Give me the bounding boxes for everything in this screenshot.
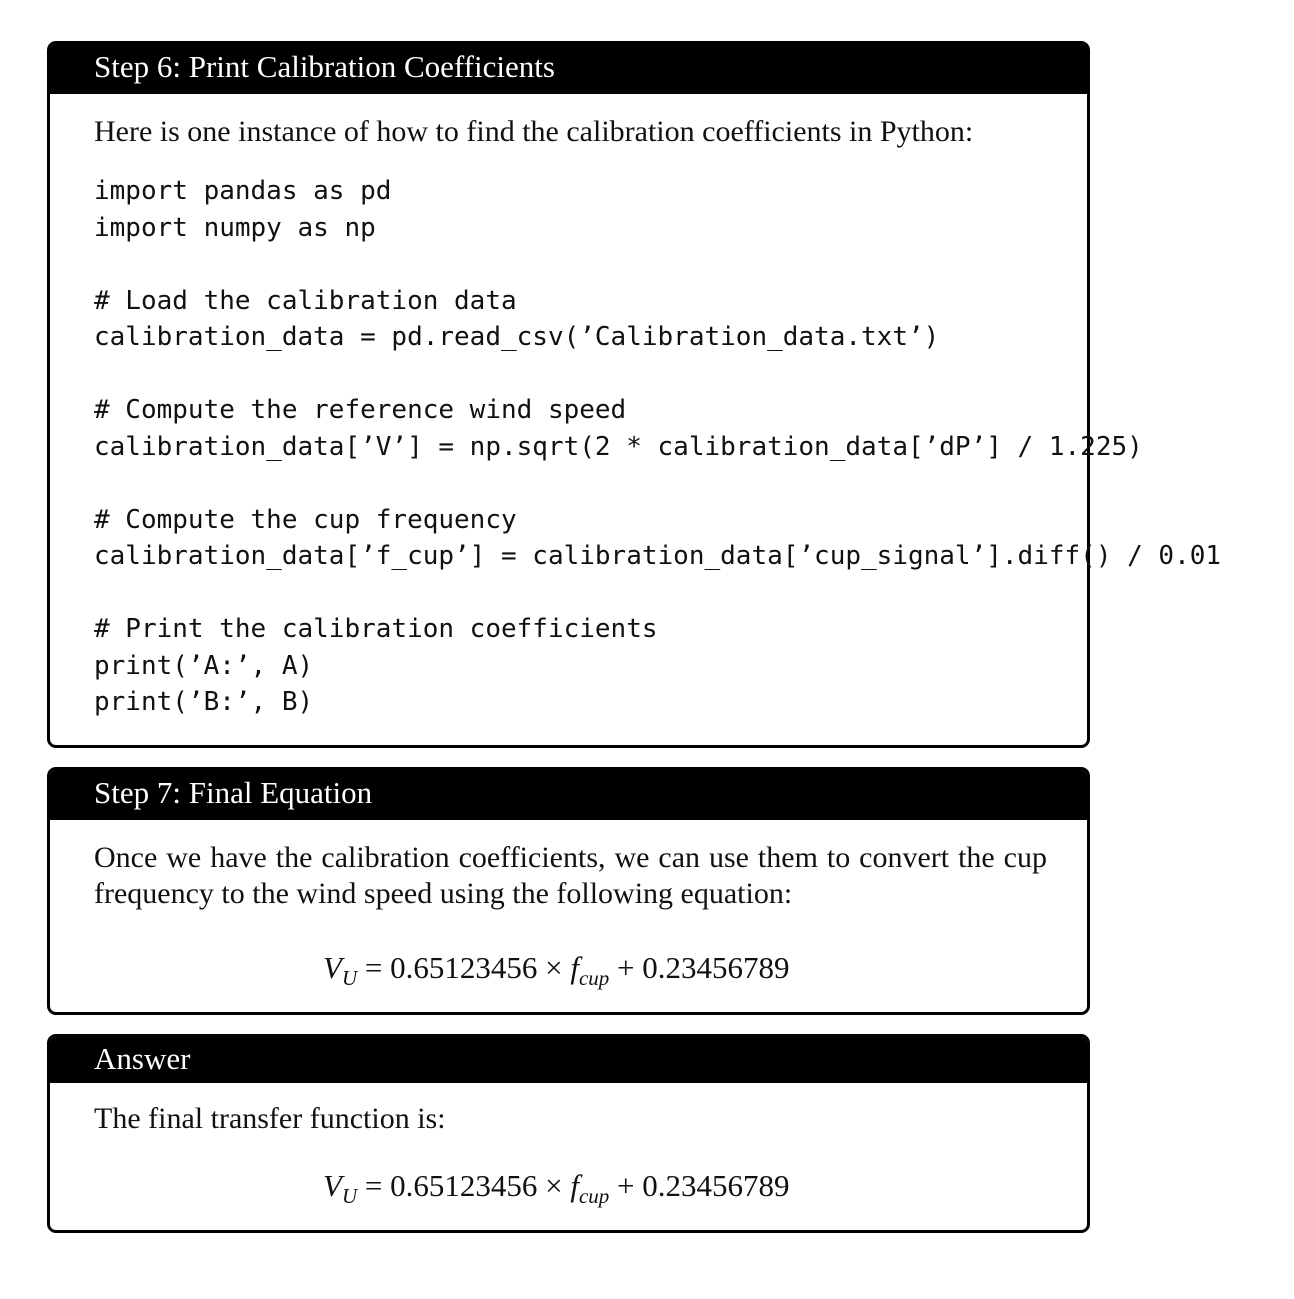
code-line: import pandas as pd bbox=[94, 176, 392, 206]
code-line: # Compute the reference wind speed bbox=[94, 395, 627, 425]
eq-var-sub: cup bbox=[578, 1184, 610, 1208]
step7-title: Step 7: Final Equation bbox=[50, 770, 1087, 820]
eq-lhs-sub: U bbox=[341, 966, 358, 990]
code-line bbox=[94, 465, 1047, 502]
eq-coef-a: = 0.65123456 × bbox=[364, 950, 563, 985]
code-line: print(’B:’, B) bbox=[94, 687, 314, 717]
code-line: import numpy as np bbox=[94, 212, 376, 243]
code-line: # Print the calibration coefficients bbox=[94, 614, 658, 644]
eq-lhs: V bbox=[323, 950, 342, 985]
eq-var: f bbox=[570, 950, 579, 985]
code-line: # Load the calibration data bbox=[94, 285, 517, 316]
eq-coef-a: = 0.65123456 × bbox=[364, 1168, 563, 1203]
step6-body bbox=[50, 114, 1087, 721]
code-line-overflow: calibration_data[’V’] = np.sqrt(2 * calibration_data[’dP’] / 1.225) bbox=[94, 432, 1143, 462]
step7-equation bbox=[323, 950, 790, 991]
eq-coef-b: + 0.23456789 bbox=[617, 950, 790, 985]
answer-title: Answer bbox=[50, 1037, 1087, 1083]
code-line bbox=[94, 575, 1047, 612]
eq-var: f bbox=[570, 1168, 579, 1203]
eq-var-sub: cup bbox=[578, 966, 610, 990]
step7-body bbox=[50, 840, 1087, 912]
answer-body bbox=[50, 1101, 1087, 1137]
code-line: # Compute the cup frequency bbox=[94, 504, 517, 535]
step7-text: Once we have the calibration coefficients, we can use them to convert the cup frequency to the wind speed using the following equation: bbox=[94, 841, 1047, 910]
eq-lhs-sub: U bbox=[341, 1184, 358, 1208]
answer-equation bbox=[323, 1168, 790, 1209]
answer-text: The final transfer function is: bbox=[94, 1102, 446, 1135]
code-line: calibration_data = pd.read_csv(’Calibration_data.txt’) bbox=[94, 322, 940, 352]
code-line-overflow: calibration_data[’f_cup’] = calibration_data[’cup_signal’].diff() / 0.01 bbox=[94, 541, 1222, 571]
code-line bbox=[94, 246, 1047, 283]
eq-lhs: V bbox=[323, 1168, 342, 1203]
eq-coef-b: + 0.23456789 bbox=[617, 1168, 790, 1203]
answer-box bbox=[47, 1034, 1090, 1233]
code-line bbox=[94, 356, 1047, 393]
code-line: print(’A:’, A) bbox=[94, 650, 314, 681]
step6-intro: Here is one instance of how to find the calibration coefficients in Python: bbox=[94, 115, 974, 148]
step6-box bbox=[47, 41, 1090, 748]
step6-title: Step 6: Print Calibration Coefficients bbox=[50, 44, 1087, 94]
step7-box bbox=[47, 767, 1090, 1015]
